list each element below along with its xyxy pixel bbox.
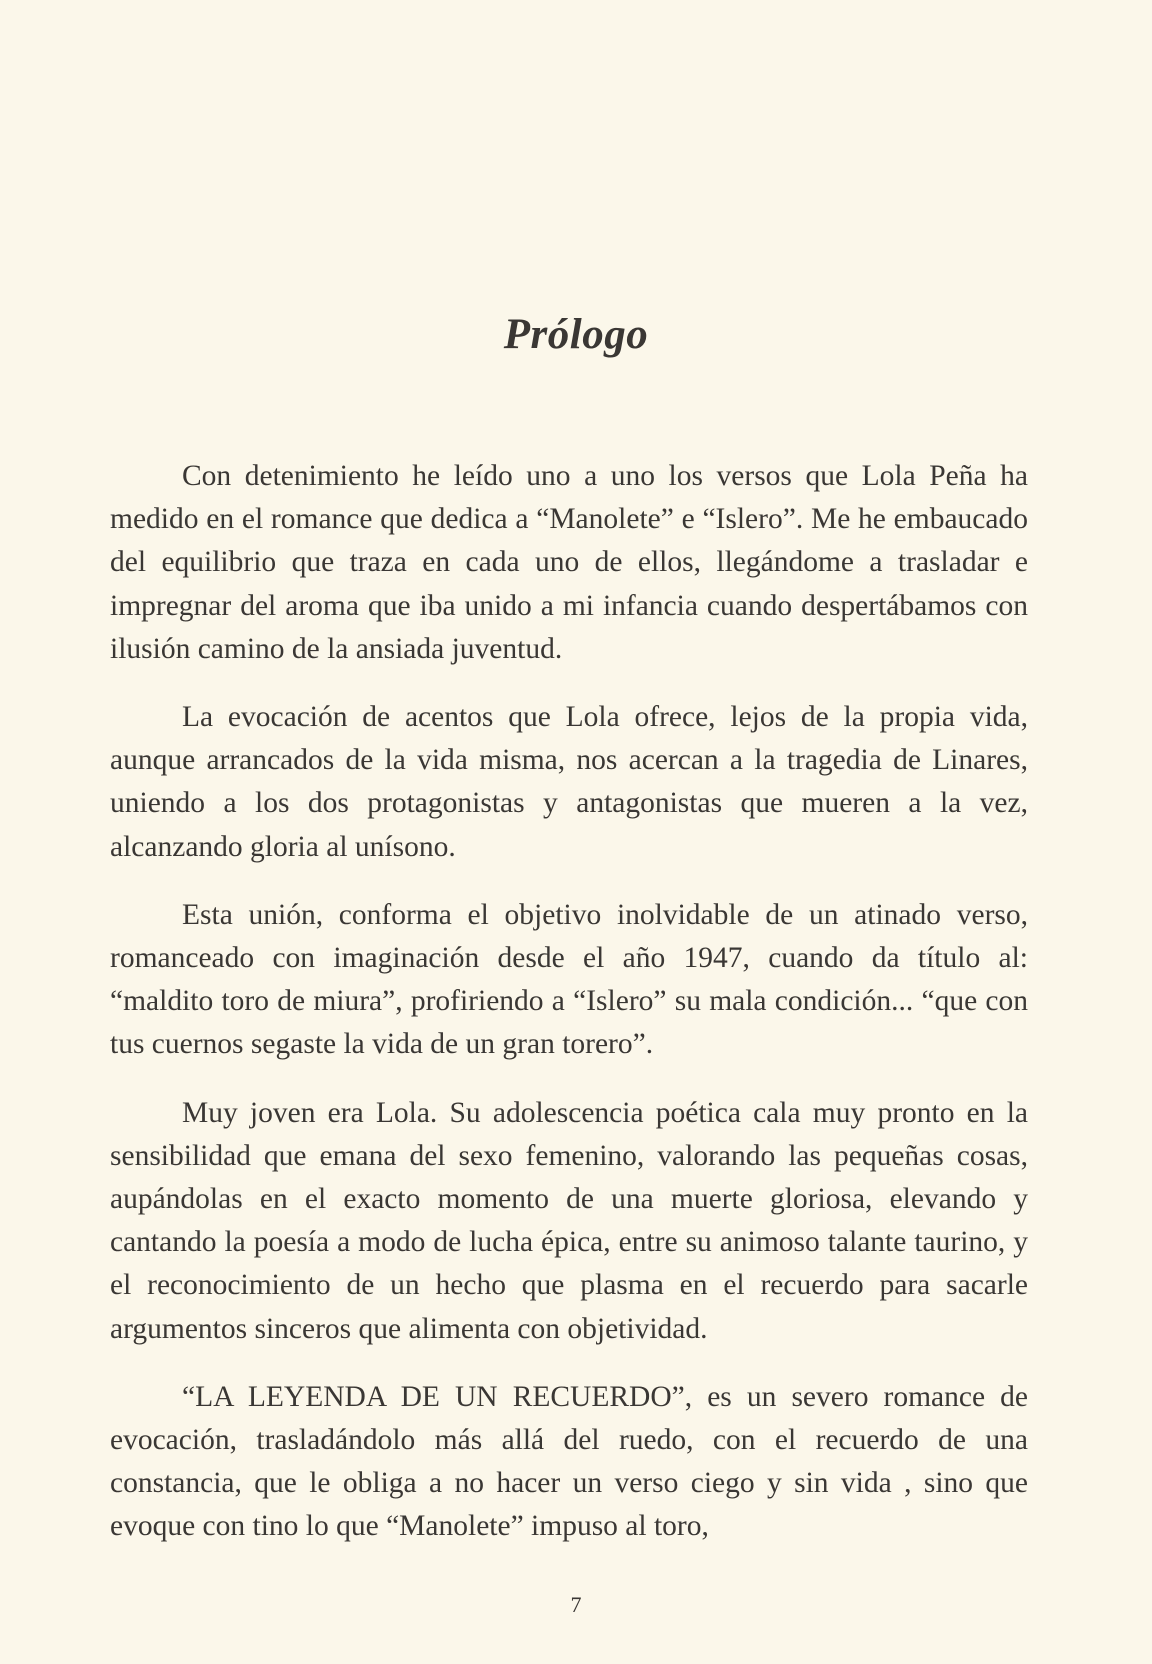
paragraph: “LA LEYENDA DE UN RECUERDO”, es un severo romance de evocación, trasladándolo más allá del ruedo, con el recuerdo de una constancia, que le obliga a no hacer un verso ciego y sin vida , sino que evoque con tino lo que “Manolete” impuso al toro, (110, 1380, 1028, 1543)
paragraph: La evocación de acentos que Lola ofrece, lejos de la propia vida, aunque arrancados de la vida misma, nos acercan a la tragedia de Linares, uniendo a los dos protagonistas y antagonistas que mueren a la vez, alcanzando gloria al unísono. (110, 701, 1028, 863)
paragraph: Esta unión, conforma el objetivo inolvidable de un atinado verso, romanceado con imaginación desde el año 1947, cuando da título al: “maldito toro de miura”, profiriendo a “Islero” su mala condición... “que con tus cuernos segaste la vida de un gran torero”. (110, 898, 1028, 1061)
page-title: Prólogo (503, 311, 649, 358)
paragraph: Con detenimiento he leído uno a uno los versos que Lola Peña ha medido en el romance que dedica a “Manolete” e “Islero”. Me he embaucado del equilibrio que traza en cada uno de ellos, llegándome a trasladar e impregnar del aroma que iba unido a mi infancia cuando despertábamos con ilusión camino de la ansiada juventud. (110, 460, 1028, 665)
page-number: 7 (570, 1592, 582, 1617)
prologue-body (110, 455, 1028, 1574)
paragraph: Muy joven era Lola. Su adolescencia poética cala muy pronto en la sensibilidad que emana del sexo femenino, valorando las pequeñas cosas, aupándolas en el exacto momento de una muerte gloriosa, elevando y cantando la poesía a modo de lucha épica, entre su animoso talante taurino, y el reconocimiento de un hecho que plasma en el recuerdo para sacarle argumentos sinceros que alimenta con objetividad. (110, 1096, 1028, 1345)
